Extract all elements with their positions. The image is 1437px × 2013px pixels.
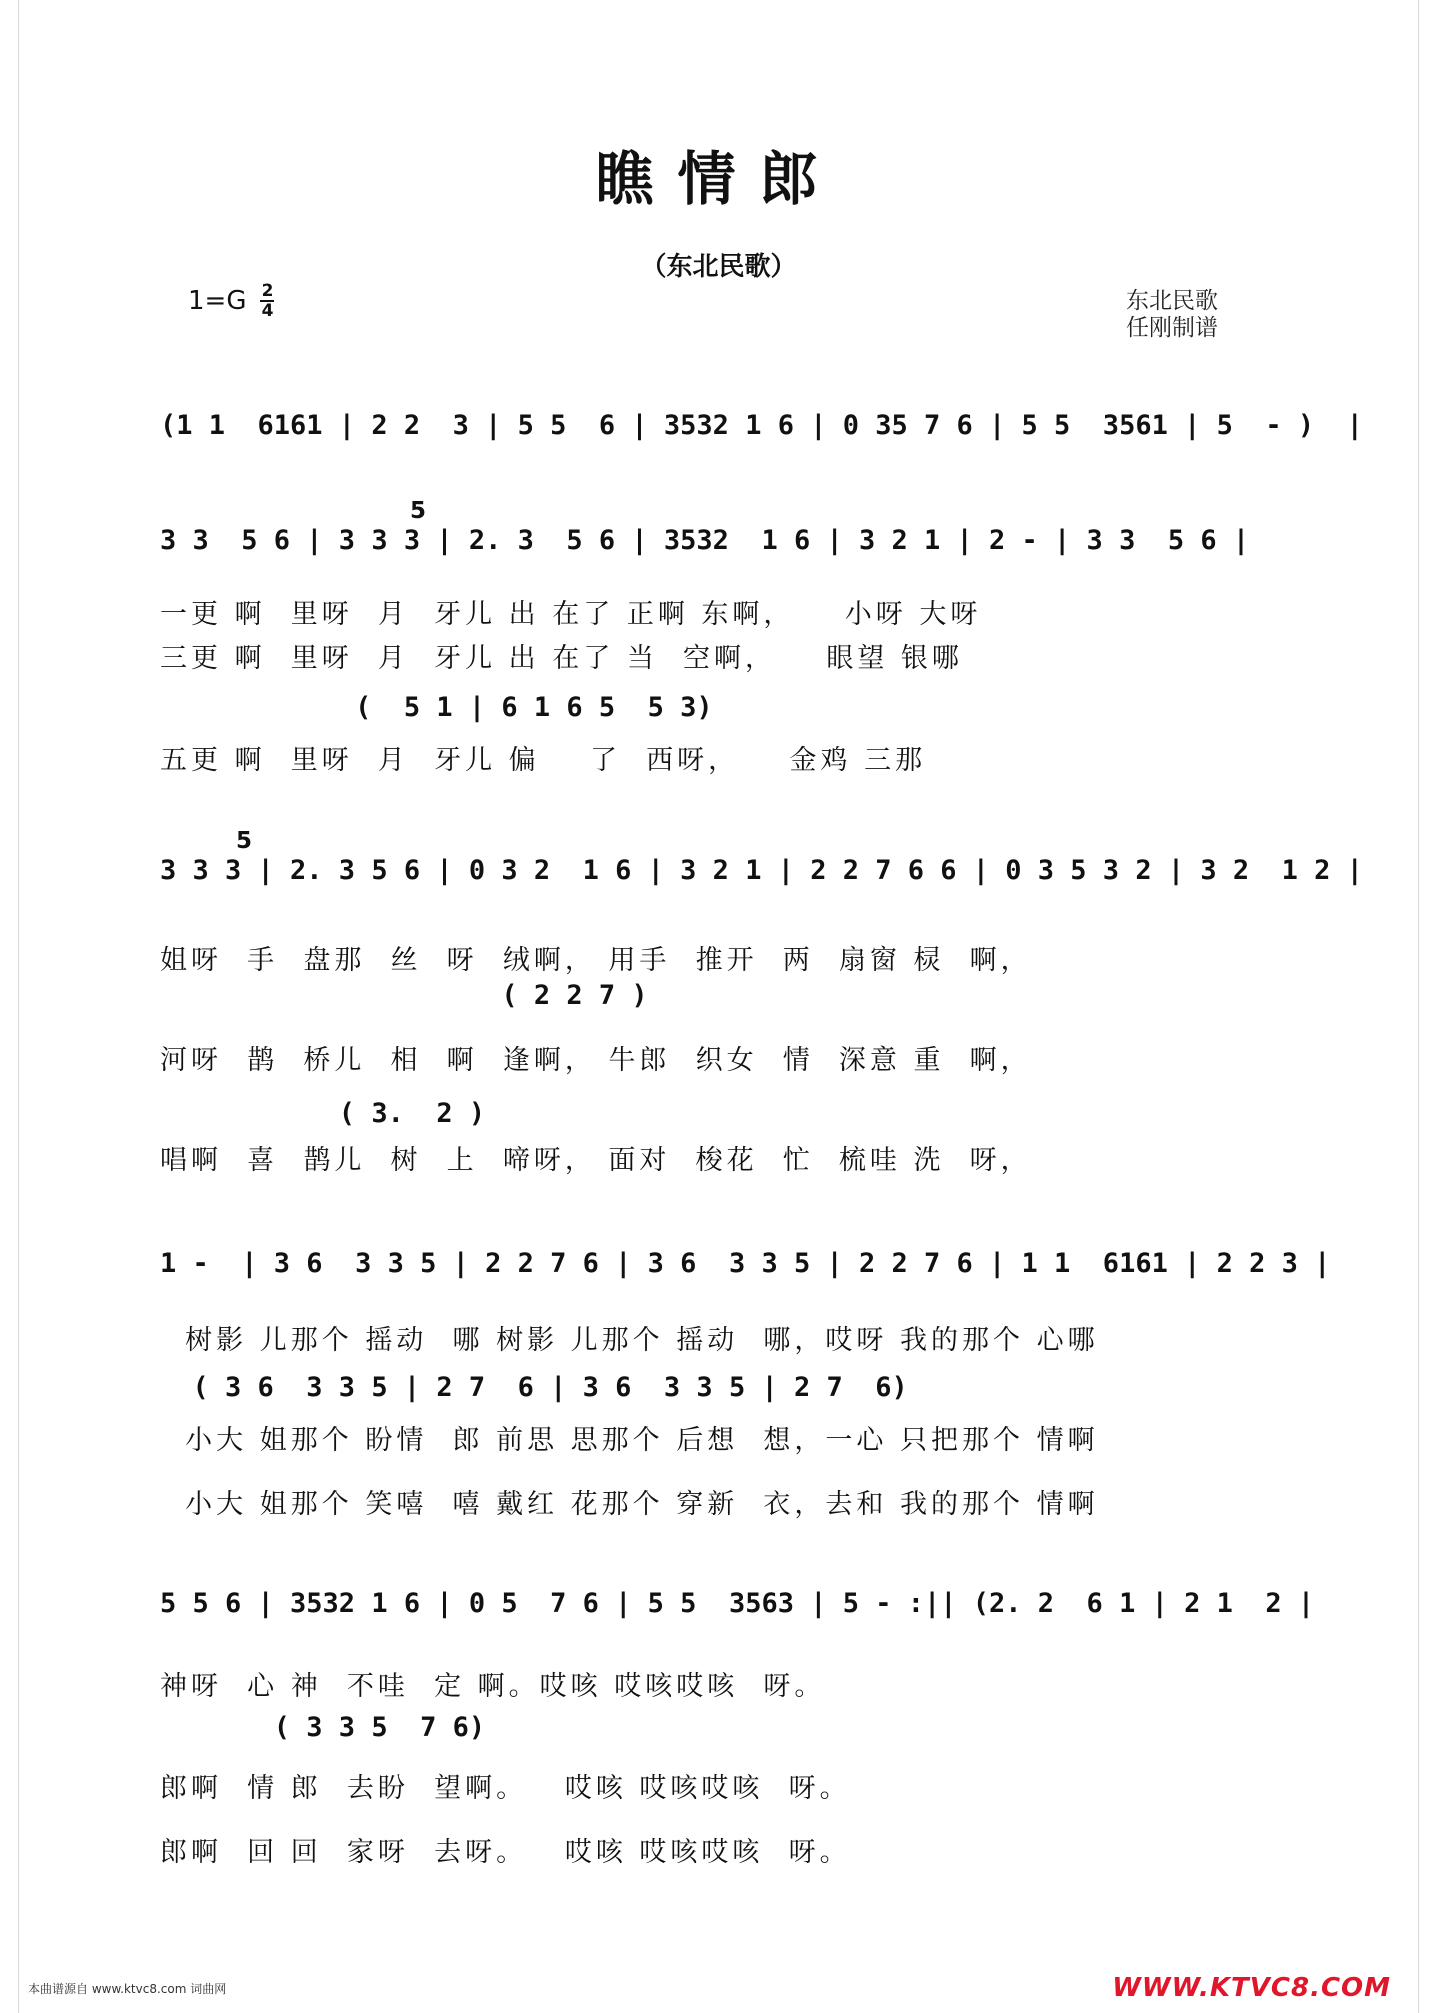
right-margin-strip: [1418, 0, 1437, 2013]
song-subtitle: （东北民歌）: [640, 252, 797, 282]
notation-variant-4: ( 3 6 3 3 5 | 2 7 6 | 3 6 3 3 5 | 2 7 6): [160, 1372, 908, 1403]
key-label: 1=G: [188, 286, 247, 316]
lyric-verse3-line2: 河呀 鹊 桥儿 相 啊 逢啊， 牛郎 织女 情 深意 重 啊，: [160, 1045, 1032, 1076]
lyric-verse1-line2: 姐呀 手 盘那 丝 呀 绒啊， 用手 推开 两 扇窗 棂 啊，: [160, 945, 1032, 976]
left-margin-strip: [0, 0, 19, 2013]
lyric-verse5-line4: 郎啊 回 回 家呀 去呀。 哎咳 哎咳哎咳 呀。: [160, 1837, 851, 1868]
lyric-verse5-line2: 唱啊 喜 鹊儿 树 上 啼呀， 面对 梭花 忙 梳哇 洗 呀，: [160, 1145, 1032, 1176]
credit-transcriber: 任刚制谱: [1126, 315, 1218, 341]
credit-origin: 东北民歌: [1126, 288, 1218, 314]
notation-line-intro: (1 1 6161 | 2 2 3 | 5 5 6 | 3532 1 6 | 0 35 7 6 | 5 5 3561 | 5 - ) |: [160, 410, 1363, 441]
credits: [1126, 288, 1218, 342]
source-note: 本曲谱源自 www.ktvc8.com 词曲网: [28, 1982, 227, 1996]
notation-variant-2: ( 2 2 7 ): [160, 980, 648, 1011]
notation-line-1: 3 3 5 6 | 3 3 3 | 2. 3 5 6 | 3532 1 6 | 3 2 1 | 2 - | 3 3 5 6 |: [160, 525, 1250, 556]
lyric-verse1-line1: 一更 啊 里呀 月 牙儿 出 在了 正啊 东啊， 小呀 大呀: [160, 599, 982, 630]
notation-line-2: 3 3 3 | 2. 3 5 6 | 0 3 2 1 6 | 3 2 1 | 2 2 7 6 6 | 0 3 5 3 2 | 3 2 1 2 |: [160, 855, 1363, 886]
notation-line-3: 1 - | 3 6 3 3 5 | 2 2 7 6 | 3 6 3 3 5 | 2 2 7 6 | 1 1 6161 | 2 2 3 |: [160, 1248, 1331, 1279]
notation-variant-3: ( 3. 2 ): [160, 1098, 486, 1129]
notation-variant-5: ( 3 3 5 7 6): [160, 1712, 486, 1743]
grace-note: 5: [410, 498, 427, 524]
time-signature: [260, 282, 274, 320]
lyric-verse3-line1: 三更 啊 里呀 月 牙儿 出 在了 当 空啊， 眼望 银哪: [160, 643, 963, 674]
lyric-verse3-line3: 小大 姐那个 盼情 郎 前思 思那个 后想 想，一心 只把那个 情啊: [160, 1425, 1099, 1456]
lyric-verse1-line4: 神呀 心 神 不哇 定 啊。哎咳 哎咳哎咳 呀。: [160, 1671, 826, 1702]
notation-line-4: 5 5 6 | 3532 1 6 | 0 5 7 6 | 5 5 3563 | 5 - :|| (2. 2 6 1 | 2 1 2 |: [160, 1588, 1315, 1619]
time-bottom: 4: [261, 301, 274, 321]
lyric-verse5-line3: 小大 姐那个 笑嘻 嘻 戴红 花那个 穿新 衣，去和 我的那个 情啊: [160, 1489, 1099, 1520]
lyric-verse1-line3: 树影 儿那个 摇动 哪 树影 儿那个 摇动 哪，哎呀 我的那个 心哪: [160, 1325, 1099, 1356]
lyric-verse5-line1: 五更 啊 里呀 月 牙儿 偏 了 西呀， 金鸡 三那: [160, 745, 927, 776]
key-signature: [188, 282, 274, 320]
site-logo: WWW.KTVC8.COM: [1112, 1973, 1391, 2003]
lyric-verse3-line4: 郎啊 情 郎 去盼 望啊。 哎咳 哎咳哎咳 呀。: [160, 1773, 851, 1804]
grace-note: 5: [236, 828, 253, 854]
time-top: 2: [261, 281, 274, 301]
song-title: 瞧情郎: [595, 145, 842, 213]
notation-variant-1: ( 5 1 | 6 1 6 5 5 3): [160, 692, 713, 723]
